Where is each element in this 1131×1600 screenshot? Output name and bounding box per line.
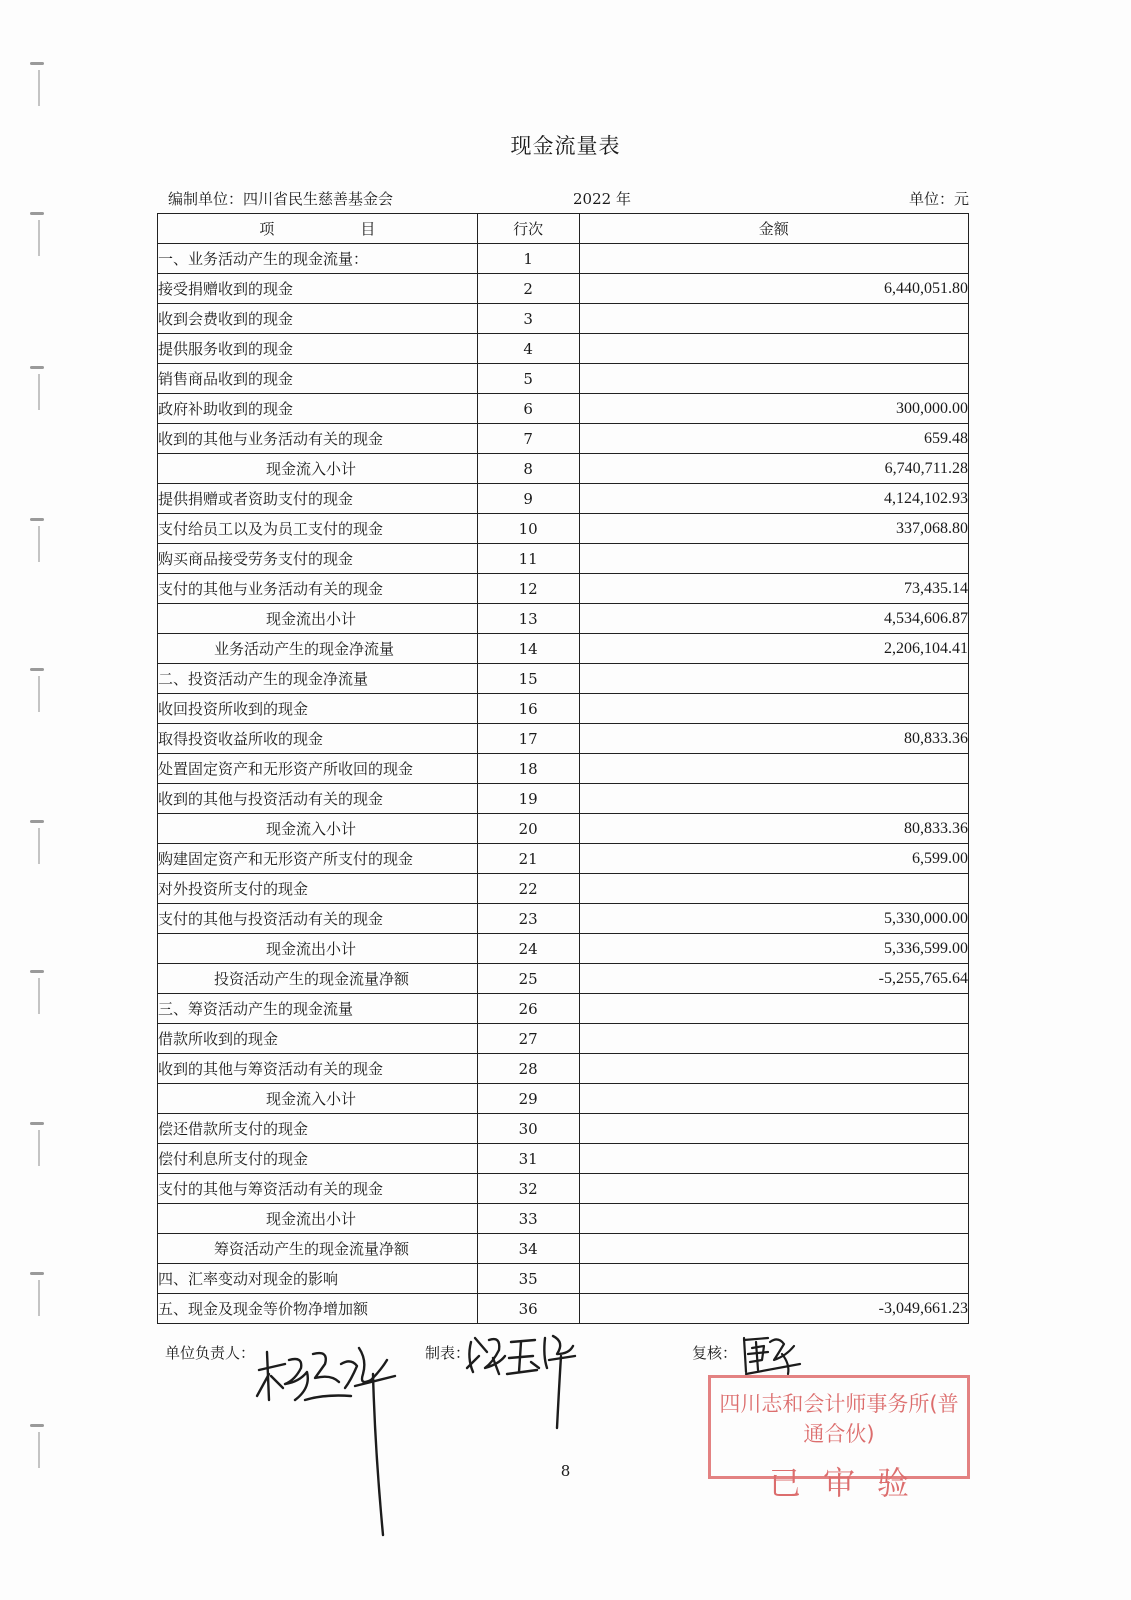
row-item-label: 销售商品收到的现金 bbox=[158, 364, 478, 394]
row-line-number: 9 bbox=[477, 484, 579, 514]
row-line-number: 12 bbox=[477, 574, 579, 604]
table-row bbox=[158, 694, 969, 724]
row-amount bbox=[579, 334, 968, 364]
row-amount bbox=[579, 874, 968, 904]
row-line-number: 5 bbox=[477, 364, 579, 394]
row-amount: 337,068.80 bbox=[579, 514, 968, 544]
table-row bbox=[158, 844, 969, 874]
column-header-amount: 金额 bbox=[579, 214, 968, 244]
row-item-label: 筹资活动产生的现金流量净额 bbox=[158, 1234, 478, 1264]
signature-responsible bbox=[255, 1330, 405, 1545]
row-line-number: 28 bbox=[477, 1054, 579, 1084]
row-item-label: 偿付利息所支付的现金 bbox=[158, 1144, 478, 1174]
row-item-label: 支付的其他与投资活动有关的现金 bbox=[158, 904, 478, 934]
stamp-firm-name: 四川志和会计师事务所(普通合伙) bbox=[719, 1392, 959, 1446]
row-amount bbox=[579, 1174, 968, 1204]
row-line-number: 15 bbox=[477, 664, 579, 694]
signature-prepared bbox=[465, 1328, 580, 1433]
table-row bbox=[158, 964, 969, 994]
row-item-label: 四、汇率变动对现金的影响 bbox=[158, 1264, 478, 1294]
row-line-number: 23 bbox=[477, 904, 579, 934]
row-amount: 80,833.36 bbox=[579, 814, 968, 844]
row-line-number: 17 bbox=[477, 724, 579, 754]
row-item-label: 现金流出小计 bbox=[158, 934, 478, 964]
row-item-label: 借款所收到的现金 bbox=[158, 1024, 478, 1054]
row-line-number: 24 bbox=[477, 934, 579, 964]
table-row bbox=[158, 784, 969, 814]
row-item-label: 处置固定资产和无形资产所收回的现金 bbox=[158, 754, 478, 784]
table-row bbox=[158, 1234, 969, 1264]
row-item-label: 对外投资所支付的现金 bbox=[158, 874, 478, 904]
row-line-number: 25 bbox=[477, 964, 579, 994]
row-line-number: 36 bbox=[477, 1294, 579, 1324]
row-line-number: 20 bbox=[477, 814, 579, 844]
row-amount: 4,124,102.93 bbox=[579, 484, 968, 514]
table-row bbox=[158, 874, 969, 904]
row-line-number: 4 bbox=[477, 334, 579, 364]
row-item-label: 购买商品接受劳务支付的现金 bbox=[158, 544, 478, 574]
table-row bbox=[158, 274, 969, 304]
table-row bbox=[158, 514, 969, 544]
row-item-label: 收到的其他与投资活动有关的现金 bbox=[158, 784, 478, 814]
row-amount: 4,534,606.87 bbox=[579, 604, 968, 634]
row-line-number: 30 bbox=[477, 1114, 579, 1144]
table-row bbox=[158, 604, 969, 634]
binder-hole-mark bbox=[30, 970, 46, 1020]
row-amount: 6,440,051.80 bbox=[579, 274, 968, 304]
binder-hole-mark bbox=[30, 1122, 46, 1172]
table-row bbox=[158, 934, 969, 964]
row-amount: 73,435.14 bbox=[579, 574, 968, 604]
row-item-label: 购建固定资产和无形资产所支付的现金 bbox=[158, 844, 478, 874]
row-amount: -5,255,765.64 bbox=[579, 964, 968, 994]
row-line-number: 14 bbox=[477, 634, 579, 664]
column-header-item: 项目 bbox=[158, 214, 478, 244]
row-item-label: 收到的其他与业务活动有关的现金 bbox=[158, 424, 478, 454]
table-row bbox=[158, 244, 969, 274]
row-item-label: 业务活动产生的现金净流量 bbox=[158, 634, 478, 664]
row-amount: 6,740,711.28 bbox=[579, 454, 968, 484]
row-amount bbox=[579, 784, 968, 814]
row-amount: 80,833.36 bbox=[579, 724, 968, 754]
table-row bbox=[158, 1084, 969, 1114]
row-item-label: 收到的其他与筹资活动有关的现金 bbox=[158, 1054, 478, 1084]
binder-hole-mark bbox=[30, 62, 46, 112]
table-row bbox=[158, 634, 969, 664]
row-item-label: 现金流入小计 bbox=[158, 814, 478, 844]
report-year: 2022 年 bbox=[573, 190, 631, 208]
table-row bbox=[158, 304, 969, 334]
row-line-number: 31 bbox=[477, 1144, 579, 1174]
row-item-label: 投资活动产生的现金流量净额 bbox=[158, 964, 478, 994]
row-line-number: 32 bbox=[477, 1174, 579, 1204]
row-amount: 300,000.00 bbox=[579, 394, 968, 424]
row-item-label: 提供服务收到的现金 bbox=[158, 334, 478, 364]
row-line-number: 6 bbox=[477, 394, 579, 424]
stamp-audited-text: 已审验 bbox=[768, 1464, 931, 1502]
row-line-number: 18 bbox=[477, 754, 579, 784]
row-amount: 2,206,104.41 bbox=[579, 634, 968, 664]
row-line-number: 26 bbox=[477, 994, 579, 1024]
table-row bbox=[158, 454, 969, 484]
table-row bbox=[158, 364, 969, 394]
currency-unit: 单位：元 bbox=[908, 190, 969, 208]
table-row bbox=[158, 724, 969, 754]
row-amount bbox=[579, 694, 968, 724]
row-line-number: 7 bbox=[477, 424, 579, 454]
row-amount bbox=[579, 304, 968, 334]
row-item-label: 偿还借款所支付的现金 bbox=[158, 1114, 478, 1144]
row-amount bbox=[579, 244, 968, 274]
binder-hole-mark bbox=[30, 212, 46, 262]
table-row bbox=[158, 1294, 969, 1324]
row-line-number: 33 bbox=[477, 1204, 579, 1234]
row-item-label: 取得投资收益所收的现金 bbox=[158, 724, 478, 754]
responsible-person-label: 单位负责人： bbox=[165, 1344, 256, 1362]
row-line-number: 35 bbox=[477, 1264, 579, 1294]
row-line-number: 29 bbox=[477, 1084, 579, 1114]
document-title: 现金流量表 bbox=[510, 134, 621, 158]
row-item-label: 现金流入小计 bbox=[158, 454, 478, 484]
cash-flow-table bbox=[157, 213, 969, 1324]
table-row bbox=[158, 1204, 969, 1234]
row-line-number: 22 bbox=[477, 874, 579, 904]
row-item-label: 现金流出小计 bbox=[158, 1204, 478, 1234]
table-row bbox=[158, 1174, 969, 1204]
row-item-label: 收回投资所收到的现金 bbox=[158, 694, 478, 724]
table-row bbox=[158, 754, 969, 784]
table-row bbox=[158, 1144, 969, 1174]
row-line-number: 27 bbox=[477, 1024, 579, 1054]
row-line-number: 21 bbox=[477, 844, 579, 874]
row-item-label: 现金流入小计 bbox=[158, 1084, 478, 1114]
row-line-number: 11 bbox=[477, 544, 579, 574]
row-amount bbox=[579, 364, 968, 394]
table-row bbox=[158, 994, 969, 1024]
signature-reviewed bbox=[738, 1330, 808, 1380]
row-amount bbox=[579, 1114, 968, 1144]
row-amount: -3,049,661.23 bbox=[579, 1294, 968, 1324]
row-line-number: 10 bbox=[477, 514, 579, 544]
row-line-number: 13 bbox=[477, 604, 579, 634]
table-row bbox=[158, 544, 969, 574]
binder-hole-mark bbox=[30, 518, 46, 568]
column-header-line: 行次 bbox=[477, 214, 579, 244]
table-row bbox=[158, 334, 969, 364]
table-row bbox=[158, 1054, 969, 1084]
table-row bbox=[158, 1114, 969, 1144]
reviewed-by-label: 复核： bbox=[692, 1344, 738, 1362]
row-item-label: 收到会费收到的现金 bbox=[158, 304, 478, 334]
row-amount bbox=[579, 754, 968, 784]
table-row bbox=[158, 394, 969, 424]
row-line-number: 16 bbox=[477, 694, 579, 724]
row-line-number: 34 bbox=[477, 1234, 579, 1264]
row-amount bbox=[579, 1024, 968, 1054]
row-amount bbox=[579, 1054, 968, 1084]
row-amount bbox=[579, 1084, 968, 1114]
row-amount: 6,599.00 bbox=[579, 844, 968, 874]
row-amount: 5,330,000.00 bbox=[579, 904, 968, 934]
row-amount: 659.48 bbox=[579, 424, 968, 454]
row-line-number: 8 bbox=[477, 454, 579, 484]
row-line-number: 3 bbox=[477, 304, 579, 334]
row-item-label: 支付的其他与筹资活动有关的现金 bbox=[158, 1174, 478, 1204]
table-row bbox=[158, 814, 969, 844]
row-amount bbox=[579, 994, 968, 1024]
binder-hole-mark bbox=[30, 820, 46, 870]
table-row bbox=[158, 484, 969, 514]
row-amount bbox=[579, 1264, 968, 1294]
row-item-label: 政府补助收到的现金 bbox=[158, 394, 478, 424]
row-amount bbox=[579, 1144, 968, 1174]
row-amount bbox=[579, 1234, 968, 1264]
row-amount bbox=[579, 544, 968, 574]
row-item-label: 提供捐赠或者资助支付的现金 bbox=[158, 484, 478, 514]
row-amount bbox=[579, 664, 968, 694]
binder-hole-mark bbox=[30, 366, 46, 416]
preparing-unit: 编制单位：四川省民生慈善基金会 bbox=[168, 190, 394, 208]
row-item-label: 现金流出小计 bbox=[158, 604, 478, 634]
page-number: 8 bbox=[560, 1462, 571, 1480]
row-item-label: 支付给员工以及为员工支付的现金 bbox=[158, 514, 478, 544]
table-row bbox=[158, 1264, 969, 1294]
row-line-number: 2 bbox=[477, 274, 579, 304]
table-row bbox=[158, 1024, 969, 1054]
row-item-label: 五、现金及现金等价物净增加额 bbox=[158, 1294, 478, 1324]
row-line-number: 19 bbox=[477, 784, 579, 814]
table-row bbox=[158, 574, 969, 604]
table-row bbox=[158, 904, 969, 934]
row-amount: 5,336,599.00 bbox=[579, 934, 968, 964]
table-header-row bbox=[158, 214, 969, 244]
row-item-label: 三、筹资活动产生的现金流量 bbox=[158, 994, 478, 1024]
table-row bbox=[158, 664, 969, 694]
row-item-label: 支付的其他与业务活动有关的现金 bbox=[158, 574, 478, 604]
table-row bbox=[158, 424, 969, 454]
binder-hole-mark bbox=[30, 668, 46, 718]
row-line-number: 1 bbox=[477, 244, 579, 274]
row-item-label: 一、业务活动产生的现金流量： bbox=[158, 244, 478, 274]
row-item-label: 二、投资活动产生的现金净流量 bbox=[158, 664, 478, 694]
row-amount bbox=[579, 1204, 968, 1234]
row-item-label: 接受捐赠收到的现金 bbox=[158, 274, 478, 304]
prepared-by-label: 制表： bbox=[425, 1344, 471, 1362]
binder-hole-mark bbox=[30, 1272, 46, 1322]
